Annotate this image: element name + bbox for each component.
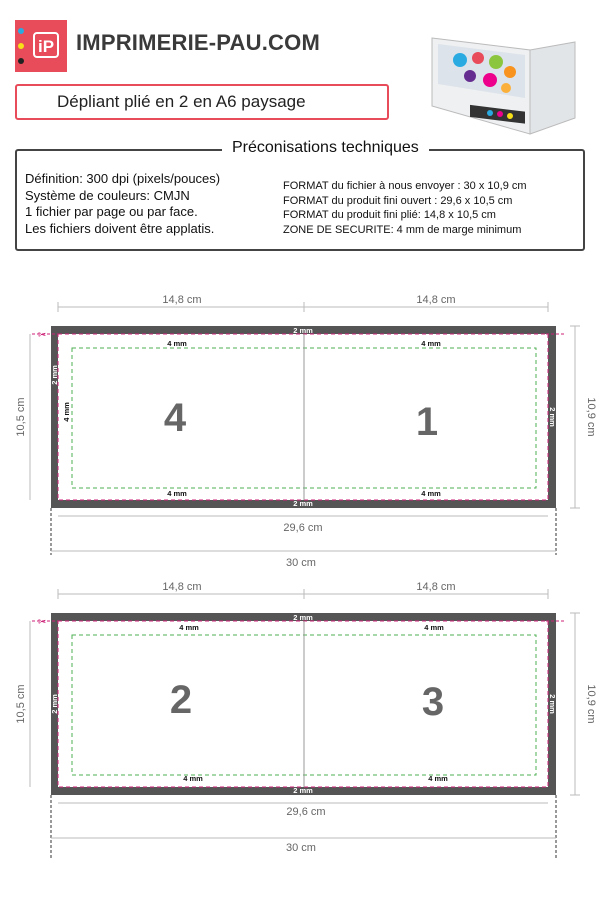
bleed-top-label: 2 mm: [293, 326, 313, 335]
panel-width-left: 14,8 cm: [162, 581, 202, 593]
safety-bottom-left: 4 mm: [167, 489, 187, 498]
bleed-left-label: 2 mm: [50, 365, 59, 385]
panel-width-right: 14,8 cm: [416, 581, 456, 593]
file-width: 30 cm: [286, 842, 316, 854]
safety-top-left: 4 mm: [167, 339, 187, 348]
finished-height: 10,5 cm: [15, 684, 27, 724]
spec-resolution: Définition: 300 dpi (pixels/pouces): [25, 171, 221, 186]
file-height: 10,9 cm: [585, 397, 597, 437]
safety-left: 4 mm: [62, 402, 71, 422]
logo-mark: iP: [33, 32, 59, 58]
safety-top-right: 4 mm: [424, 623, 444, 632]
page-number-right: 1: [415, 400, 439, 444]
safety-bottom-right: 4 mm: [428, 774, 448, 783]
finished-height: 10,5 cm: [15, 397, 27, 437]
finished-width: 29,6 cm: [283, 522, 323, 534]
diagram-verso: [15, 581, 597, 860]
technical-specs-title: Préconisations techniques: [222, 139, 429, 157]
scissors-icon: ✂: [38, 617, 47, 628]
spec-folded-format: FORMAT du produit fini plié: 14,8 x 10,5 cm: [283, 209, 496, 221]
panel-width-left: 14,8 cm: [162, 294, 202, 306]
product-title: Dépliant plié en 2 en A6 paysage: [15, 84, 389, 120]
bleed-right-label: 2 mm: [548, 407, 557, 427]
page-number-left: 4: [163, 396, 187, 440]
spec-file-format: FORMAT du fichier à nous envoyer : 30 x 10,9 cm: [283, 180, 527, 192]
file-width: 30 cm: [286, 557, 316, 569]
safety-top-left: 4 mm: [179, 623, 199, 632]
brand-name[interactable]: IMPRIMERIE-PAU.COM: [76, 30, 320, 55]
bleed-right-label: 2 mm: [548, 694, 557, 714]
bleed-left-label: 2 mm: [50, 694, 59, 714]
diagram-recto: [15, 294, 597, 569]
spec-color-system: Système de couleurs: CMJN: [25, 187, 190, 203]
panel-width-right: 14,8 cm: [416, 294, 456, 306]
finished-width: 29,6 cm: [286, 806, 326, 818]
page-number-right: 3: [421, 680, 445, 724]
safety-bottom-right: 4 mm: [421, 489, 441, 498]
spec-open-format: FORMAT du produit fini ouvert : 29,6 x 10,5 cm: [283, 194, 513, 207]
safety-bottom-left: 4 mm: [183, 774, 203, 783]
bleed-top-label: 2 mm: [293, 613, 313, 622]
file-height: 10,9 cm: [585, 684, 597, 724]
bleed-bottom-label: 2 mm: [293, 499, 313, 508]
safety-top-right: 4 mm: [421, 339, 441, 348]
spec-file-per-page: 1 fichier par page ou par face.: [25, 204, 198, 219]
spec-safety-zone: ZONE DE SECURITE: 4 mm de marge minimum: [283, 223, 522, 236]
page-number-left: 2: [169, 678, 193, 722]
bleed-bottom-label: 2 mm: [293, 786, 313, 795]
scissors-icon: ✂: [38, 330, 47, 341]
spec-flatten: Les fichiers doivent être applatis.: [25, 220, 215, 236]
